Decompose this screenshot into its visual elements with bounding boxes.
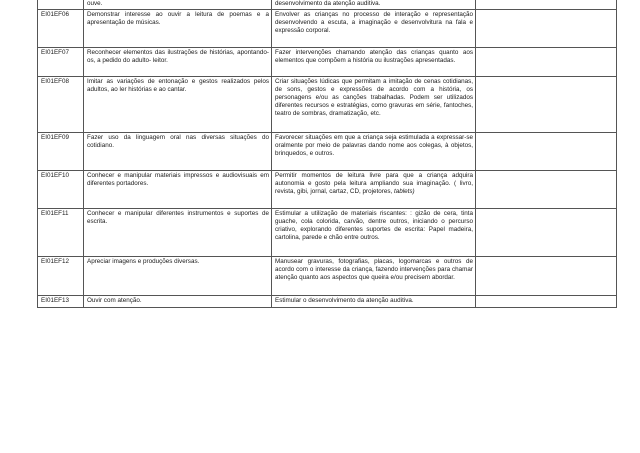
objective-code (38, 0, 84, 10)
learning-objective: Imitar as variações de entonação e gestos realizados pelos adultos, ao ler histórias e ao cantar. (84, 77, 272, 133)
empty-cell (476, 257, 617, 296)
table-row (38, 0, 617, 10)
table-row (38, 10, 617, 48)
empty-cell (476, 209, 617, 257)
activity-text: Permitir momentos de leitura livre para que a criança adquira autonomia e gosto pela leitura ampliando sua imaginação. ( livro, revista, gibi, jornal, cartaz, CD, projetores, (275, 172, 473, 195)
empty-cell (476, 48, 617, 77)
table-row (38, 209, 617, 257)
empty-cell (476, 77, 617, 133)
empty-cell (476, 296, 617, 308)
learning-objective: Conhecer e manipular materiais impressos e audiovisuais em diferentes portadores. (84, 171, 272, 209)
table-row (38, 296, 617, 308)
learning-objective: Apreciar imagens e produções diversas. (84, 257, 272, 296)
suggested-activity (272, 171, 476, 209)
objective-code: EI01EF13 (38, 296, 84, 308)
learning-objective: Ouvir com atenção. (84, 296, 272, 308)
objective-code: EI01EF06 (38, 10, 84, 48)
objective-code: EI01EF09 (38, 133, 84, 171)
table-row (38, 171, 617, 209)
objectives-table (37, 0, 617, 308)
suggested-activity: Estimular o desenvolvimento da atenção auditiva. (272, 296, 476, 308)
learning-objective: Fazer uso da linguagem oral nas diversas situações do cotidiano. (84, 133, 272, 171)
suggested-activity: Envolver as crianças no processo de interação e representação desenvolvendo a escuta, a imaginação e desenvolvitura na fala e expressão corporal. (272, 10, 476, 48)
activity-italic-text: tablets) (394, 188, 415, 195)
suggested-activity: Manusear gravuras, fotografias, placas, logomarcas e outros de acordo com o interesse da criança, fazendo intervenções para chamar atenção quanto aos aspectos que queira e/ou precisem abordar. (272, 257, 476, 296)
learning-objective: ouve. (84, 0, 272, 10)
table-row (38, 133, 617, 171)
table-row (38, 77, 617, 133)
objective-code: EI01EF11 (38, 209, 84, 257)
table-row (38, 48, 617, 77)
suggested-activity: Estimular a utilização de materiais riscantes: : gizão de cera, tinta guache, cola colorida, carvão, dentre outros, iniciando o percurso criativo, explorando diferentes suportes de escrita: Papel madeira, cartolina, parede e chão entre outros. (272, 209, 476, 257)
suggested-activity: Fazer intervenções chamando atenção das crianças quanto aos elementos que compõem a história ou ilustrações apresentadas. (272, 48, 476, 77)
empty-cell (476, 10, 617, 48)
objective-code: EI01EF07 (38, 48, 84, 77)
empty-cell (476, 0, 617, 10)
learning-objective: Conhecer e manipular diferentes instrumentos e suportes de escrita. (84, 209, 272, 257)
empty-cell (476, 171, 617, 209)
suggested-activity: desenvolvimento da atenção auditiva. (272, 0, 476, 10)
suggested-activity: Criar situações lúdicas que permitam a imitação de cenas cotidianas, de sons, gestos e expressões de acordo com a história, os personagens e/ou as canções trabalhadas. Podem ser utilizados diferentes recursos e estratégias, como gravuras em série, fantoches, teatro de sombras, dramatização, etc. (272, 77, 476, 133)
table-row (38, 257, 617, 296)
objective-code: EI01EF10 (38, 171, 84, 209)
objective-code: EI01EF08 (38, 77, 84, 133)
learning-objective: Demonstrar interesse ao ouvir a leitura de poemas e a apresentação de músicas. (84, 10, 272, 48)
learning-objective: Reconhecer elementos das ilustrações de histórias, apontando-os, a pedido do adulto- leitor. (84, 48, 272, 77)
empty-cell (476, 133, 617, 171)
suggested-activity: Favorecer situações em que a criança seja estimulada a expressar-se oralmente por meio de palavras dando nome aos colegas, à objetos, brinquedos, e outros. (272, 133, 476, 171)
objective-code: EI01EF12 (38, 257, 84, 296)
